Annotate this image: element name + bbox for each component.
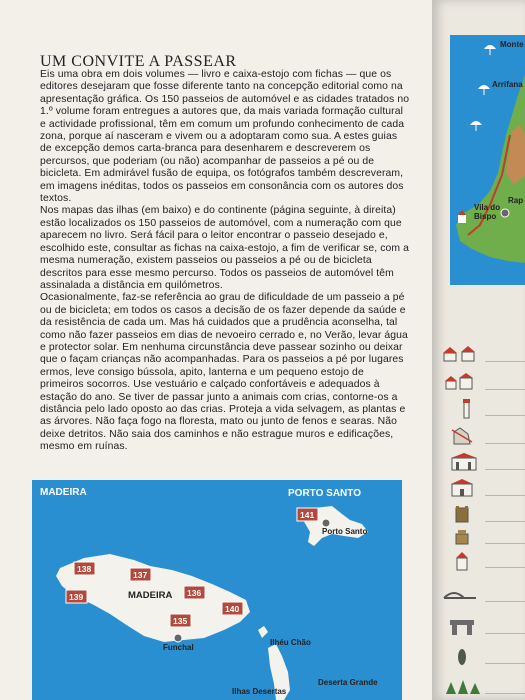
place-ilheu-chao: Ilhéu Chão: [270, 638, 311, 647]
chapel-icon: [440, 478, 484, 498]
place-arrifana: Arrifana: [492, 80, 523, 89]
article-body: [40, 69, 410, 454]
island-label-madeira: MADEIRA: [128, 590, 173, 601]
place-ilhas-desertas: Ilhas Desertas: [232, 687, 287, 696]
legend-row-shrine: [440, 550, 525, 570]
porto-santo-marker: [322, 519, 330, 527]
region-label-madeira: MADEIRA: [40, 487, 87, 498]
route-badge-138[interactable]: [74, 562, 95, 575]
houses-icon: [440, 344, 484, 364]
legend-row-church: [440, 452, 525, 472]
region-label-porto-santo: PORTO SANTO: [288, 488, 361, 499]
mainland-map-fragment: [450, 35, 525, 285]
route-badge-140[interactable]: [222, 602, 243, 615]
bridge-icon: [440, 584, 484, 604]
church-icon: [440, 452, 484, 472]
legend-row-houses: [440, 344, 525, 364]
tower-icon: [440, 504, 484, 524]
place-bispo: Bispo: [474, 212, 497, 221]
svg-text:135: 135: [173, 616, 188, 626]
pine-trees-icon: [440, 676, 484, 696]
route-badge-136[interactable]: [184, 586, 205, 599]
route-badge-139[interactable]: [66, 590, 87, 603]
route-badge-137[interactable]: [130, 568, 151, 581]
place-deserta-grande: Deserta Grande: [318, 678, 378, 687]
paragraph-3: Ocasionalmente, faz-se referência ao grau de dificuldade de um passeio a pé ou de bicicleta; em todos os casos a decisão de os fazer depende da saúde e da resistência de cada um. Mas há cuidados que a prudência aconselha, tal como não fazer passeios em dias de nevoeiro cerrado e, no Verão, levar água e protector solar. Em nenhuma circunstância deve passear sozinho ou deixar que o façam crianças não acompanhadas. Para os passeios a pé por lugares ermos, leve consigo bússola, apito, lanterna e um pequeno estojo de primeiros socorros. Use vestuário e calçado confortáveis e adequados à estação do ano. Se tiver de passar junto a animais com crias, contorne-os a distância pelo lado oposto ao das crias. Proteja a vida selvagem, as plantas e as árvores. Não faça fogo na floresta, mato ou junto de fenos e searas. Não deixe detritos. Não saia dos caminhos e não estrague muros e edificações, mesmo em ruínas.: [40, 292, 408, 453]
ruin-icon: [440, 426, 484, 446]
place-vila-do: Vila do: [474, 203, 501, 212]
paragraph-1: Eis uma obra em dois volumes — livro e caixa-estojo com fichas — que os editores desejaram que fosse diferente tanto na concepção editorial como na apresentação gráfica. Os 150 passeios de automóvel e as cidades tratados no 1.º volume foram entregues a autores que, da mais variada formação cultural e actividade profissional, têm em comum um profundo conhecimento de cada zona, porque aí nasceram e vivem ou a adoptaram como sua. A estes guias de excepção demos carta-branca para desenharem e descreverem os percursos, que poderiam (ou não) acompanhar de passeios a pé ou de bicicleta. Em admirável fusão de equipa, os fotógrafos também descreveram, em imagens inéditas, todos os passeios em consonância com os autores dos textos.: [40, 69, 410, 205]
village-icon: [440, 372, 484, 392]
legend-row-chapel: [440, 478, 525, 498]
castle-icon: [440, 526, 484, 546]
paragraph-2: Nos mapas das ilhas (em baixo) e do continente (página seguinte, à direita) estão localizados os 150 passeios de automóvel, com a numeração com que aparecem no livro. Será fácil para o leitor encontrar o passeio desejado e, escolhido este, consultar as fichas na caixa-estojo, a fim de verificar se, com a mesma numeração, existem passeios ou passeios a pé ou de bicicleta descritos para esse mesmo percurso. Todos os passeios de automóvel têm assinalada a distância em quilómetros.: [40, 205, 410, 291]
funchal-marker: [174, 634, 182, 642]
place-porto-santo: Porto Santo: [322, 527, 368, 536]
shrine-icon: [440, 550, 484, 572]
place-funchal: Funchal: [163, 643, 194, 652]
legend-row-tower: [440, 504, 525, 524]
town-marker: [501, 209, 509, 217]
svg-text:141: 141: [300, 510, 315, 520]
madeira-map: [32, 480, 402, 700]
place-monte: Monte: [500, 40, 524, 49]
legend-row-bridge: [440, 584, 525, 604]
legend-row-castle: [440, 526, 525, 546]
svg-text:138: 138: [77, 564, 92, 574]
dolmen-icon: [440, 616, 484, 636]
legend-row-lighthouse: [440, 398, 525, 418]
svg-text:140: 140: [225, 604, 240, 614]
cypress-icon: [440, 646, 484, 666]
legend-row-ruin: [440, 426, 525, 446]
svg-text:137: 137: [133, 570, 148, 580]
route-badge-135[interactable]: [170, 614, 191, 627]
legend-row-pine-trees: [440, 676, 525, 696]
lighthouse-icon: [440, 398, 484, 420]
legend-row-cypress: [440, 646, 525, 666]
legend-row-dolmen: [440, 616, 525, 636]
svg-text:136: 136: [187, 588, 202, 598]
legend-icon-column: [440, 340, 525, 700]
legend-row-village: [440, 372, 525, 392]
article-title: UM CONVITE A PASSEAR: [40, 53, 237, 70]
svg-text:139: 139: [69, 592, 84, 602]
route-badge-141[interactable]: [297, 508, 318, 521]
place-rap: Rap: [508, 196, 524, 205]
